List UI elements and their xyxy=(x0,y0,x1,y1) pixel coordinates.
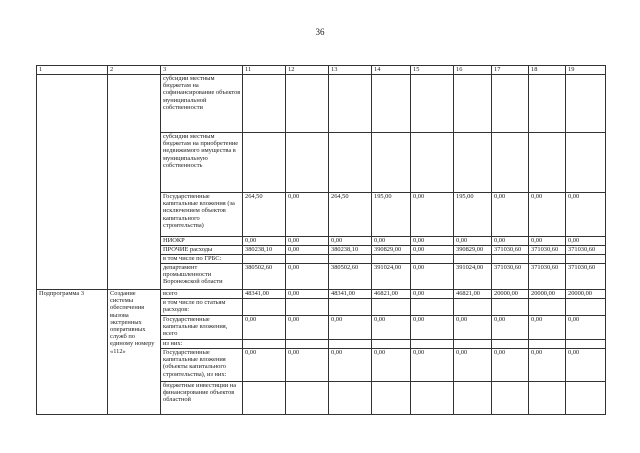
program-name-cell-blank xyxy=(108,75,161,290)
subprogram-number: Подпрограмма 3 xyxy=(37,290,108,415)
value-cell xyxy=(492,340,529,349)
value-cell: 0,00 xyxy=(411,349,454,382)
value-cell: 0,00 xyxy=(286,290,329,299)
value-cell xyxy=(329,75,372,133)
value-cell xyxy=(492,133,529,193)
value-cell: 0,00 xyxy=(454,237,492,246)
value-cell xyxy=(286,75,329,133)
header-cell: 18 xyxy=(529,66,566,75)
value-cell xyxy=(286,255,329,264)
value-cell xyxy=(372,340,411,349)
header-cell: 14 xyxy=(372,66,411,75)
value-cell: 0,00 xyxy=(243,237,286,246)
value-cell xyxy=(372,255,411,264)
value-cell xyxy=(372,299,411,316)
value-cell: 0,00 xyxy=(492,349,529,382)
value-cell: 0,00 xyxy=(411,193,454,237)
value-cell xyxy=(454,299,492,316)
header-cell: 16 xyxy=(454,66,492,75)
value-cell xyxy=(492,255,529,264)
header-cell: 17 xyxy=(492,66,529,75)
value-cell: 0,00 xyxy=(286,316,329,340)
value-cell: 0,00 xyxy=(243,316,286,340)
value-cell: 0,00 xyxy=(529,237,566,246)
value-cell: 0,00 xyxy=(492,316,529,340)
value-cell xyxy=(492,382,529,415)
value-cell xyxy=(243,255,286,264)
value-cell: 46821,00 xyxy=(454,290,492,299)
value-cell: 0,00 xyxy=(566,193,606,237)
value-cell xyxy=(243,340,286,349)
value-cell: 0,00 xyxy=(372,237,411,246)
value-cell: 0,00 xyxy=(492,193,529,237)
table-row xyxy=(37,290,606,299)
value-cell: 0,00 xyxy=(286,193,329,237)
table-row xyxy=(37,75,606,133)
value-cell: 380502,60 xyxy=(329,264,372,290)
value-cell xyxy=(529,299,566,316)
value-cell xyxy=(529,382,566,415)
header-cell: 11 xyxy=(243,66,286,75)
value-cell: 390829,00 xyxy=(454,246,492,255)
value-cell xyxy=(454,382,492,415)
value-cell xyxy=(492,299,529,316)
value-cell xyxy=(243,133,286,193)
expense-label: Государственные капитальные вложения (объекты капитального строительства), из них: xyxy=(161,349,243,382)
value-cell: 371030,60 xyxy=(492,246,529,255)
value-cell xyxy=(411,133,454,193)
value-cell: 0,00 xyxy=(329,316,372,340)
value-cell: 0,00 xyxy=(454,316,492,340)
value-cell: 20000,00 xyxy=(492,290,529,299)
expense-label: из них: xyxy=(161,340,243,349)
header-cell: 1 xyxy=(37,66,108,75)
value-cell: 0,00 xyxy=(372,349,411,382)
value-cell xyxy=(529,133,566,193)
subprogram-title: Создание системы обеспечения вызова экстренных оперативных служб по единому номеру «112» xyxy=(108,290,161,415)
header-row xyxy=(37,66,606,75)
value-cell: 371030,60 xyxy=(492,264,529,290)
value-cell xyxy=(411,382,454,415)
value-cell: 0,00 xyxy=(566,237,606,246)
value-cell xyxy=(529,75,566,133)
value-cell xyxy=(329,255,372,264)
value-cell xyxy=(243,299,286,316)
value-cell xyxy=(243,75,286,133)
value-cell: 20000,00 xyxy=(566,290,606,299)
value-cell xyxy=(529,255,566,264)
value-cell: 0,00 xyxy=(286,264,329,290)
expense-label: департамент промышленности Воронежской области xyxy=(161,264,243,290)
expense-label: в том числе по статьям расходов: xyxy=(161,299,243,316)
value-cell: 0,00 xyxy=(411,264,454,290)
value-cell: 48341,00 xyxy=(329,290,372,299)
value-cell: 371030,60 xyxy=(529,246,566,255)
value-cell: 0,00 xyxy=(566,349,606,382)
value-cell: 0,00 xyxy=(529,193,566,237)
value-cell: 0,00 xyxy=(529,316,566,340)
value-cell: 0,00 xyxy=(286,246,329,255)
expense-label: бюджетные инвестиции на финансирование объектов областной xyxy=(161,382,243,415)
value-cell: 390829,00 xyxy=(372,246,411,255)
header-cell: 13 xyxy=(329,66,372,75)
value-cell: 0,00 xyxy=(329,237,372,246)
value-cell xyxy=(566,255,606,264)
expense-label: всего xyxy=(161,290,243,299)
value-cell: 0,00 xyxy=(411,237,454,246)
value-cell: 0,00 xyxy=(566,316,606,340)
header-cell: 19 xyxy=(566,66,606,75)
value-cell: 46821,00 xyxy=(372,290,411,299)
expense-label: субсидии местным бюджетам на софинансирование объектов муниципальной собственности xyxy=(161,75,243,133)
value-cell xyxy=(286,382,329,415)
value-cell: 391024,00 xyxy=(454,264,492,290)
value-cell xyxy=(372,133,411,193)
value-cell xyxy=(329,133,372,193)
value-cell: 0,00 xyxy=(243,349,286,382)
value-cell xyxy=(492,75,529,133)
budget-table xyxy=(36,65,606,415)
value-cell xyxy=(329,299,372,316)
value-cell xyxy=(411,255,454,264)
value-cell: 380502,60 xyxy=(243,264,286,290)
value-cell xyxy=(411,75,454,133)
value-cell xyxy=(566,382,606,415)
value-cell xyxy=(286,299,329,316)
value-cell: 0,00 xyxy=(411,316,454,340)
header-cell: 12 xyxy=(286,66,329,75)
value-cell xyxy=(566,75,606,133)
value-cell: 264,50 xyxy=(329,193,372,237)
value-cell: 264,50 xyxy=(243,193,286,237)
value-cell: 391024,00 xyxy=(372,264,411,290)
header-cell: 3 xyxy=(161,66,243,75)
header-cell: 15 xyxy=(411,66,454,75)
value-cell: 371030,60 xyxy=(529,264,566,290)
header-cell: 2 xyxy=(108,66,161,75)
value-cell: 0,00 xyxy=(411,246,454,255)
value-cell: 0,00 xyxy=(286,349,329,382)
expense-label: НИОКР xyxy=(161,237,243,246)
value-cell xyxy=(566,133,606,193)
value-cell xyxy=(372,75,411,133)
value-cell: 0,00 xyxy=(492,237,529,246)
value-cell xyxy=(329,382,372,415)
value-cell xyxy=(454,340,492,349)
expense-label: субсидии местным бюджетам на приобретение недвижимого имущества в муниципальную собственность xyxy=(161,133,243,193)
value-cell xyxy=(411,340,454,349)
value-cell: 380238,10 xyxy=(243,246,286,255)
value-cell xyxy=(411,299,454,316)
expense-label: в том числе по ГРБС: xyxy=(161,255,243,264)
value-cell: 0,00 xyxy=(454,349,492,382)
value-cell: 195,00 xyxy=(454,193,492,237)
value-cell xyxy=(454,75,492,133)
value-cell xyxy=(243,382,286,415)
value-cell: 0,00 xyxy=(411,290,454,299)
value-cell: 0,00 xyxy=(529,349,566,382)
page-number: 36 xyxy=(315,27,325,37)
value-cell xyxy=(454,133,492,193)
expense-label: Государственные капитальные вложения (за исключением объектов капитального строительства) xyxy=(161,193,243,237)
value-cell: 195,00 xyxy=(372,193,411,237)
value-cell xyxy=(566,299,606,316)
expense-label: Государственные капитальные вложения, всего xyxy=(161,316,243,340)
value-cell: 371030,60 xyxy=(566,264,606,290)
value-cell xyxy=(454,255,492,264)
program-cell-blank xyxy=(37,75,108,290)
value-cell: 380238,10 xyxy=(329,246,372,255)
value-cell xyxy=(329,340,372,349)
value-cell xyxy=(286,340,329,349)
value-cell: 0,00 xyxy=(286,237,329,246)
value-cell: 20000,00 xyxy=(529,290,566,299)
value-cell: 0,00 xyxy=(329,349,372,382)
value-cell xyxy=(529,340,566,349)
value-cell xyxy=(286,133,329,193)
value-cell: 371030,60 xyxy=(566,246,606,255)
value-cell xyxy=(566,340,606,349)
value-cell: 48341,00 xyxy=(243,290,286,299)
expense-label: ПРОЧИЕ расходы xyxy=(161,246,243,255)
value-cell: 0,00 xyxy=(372,316,411,340)
value-cell xyxy=(372,382,411,415)
